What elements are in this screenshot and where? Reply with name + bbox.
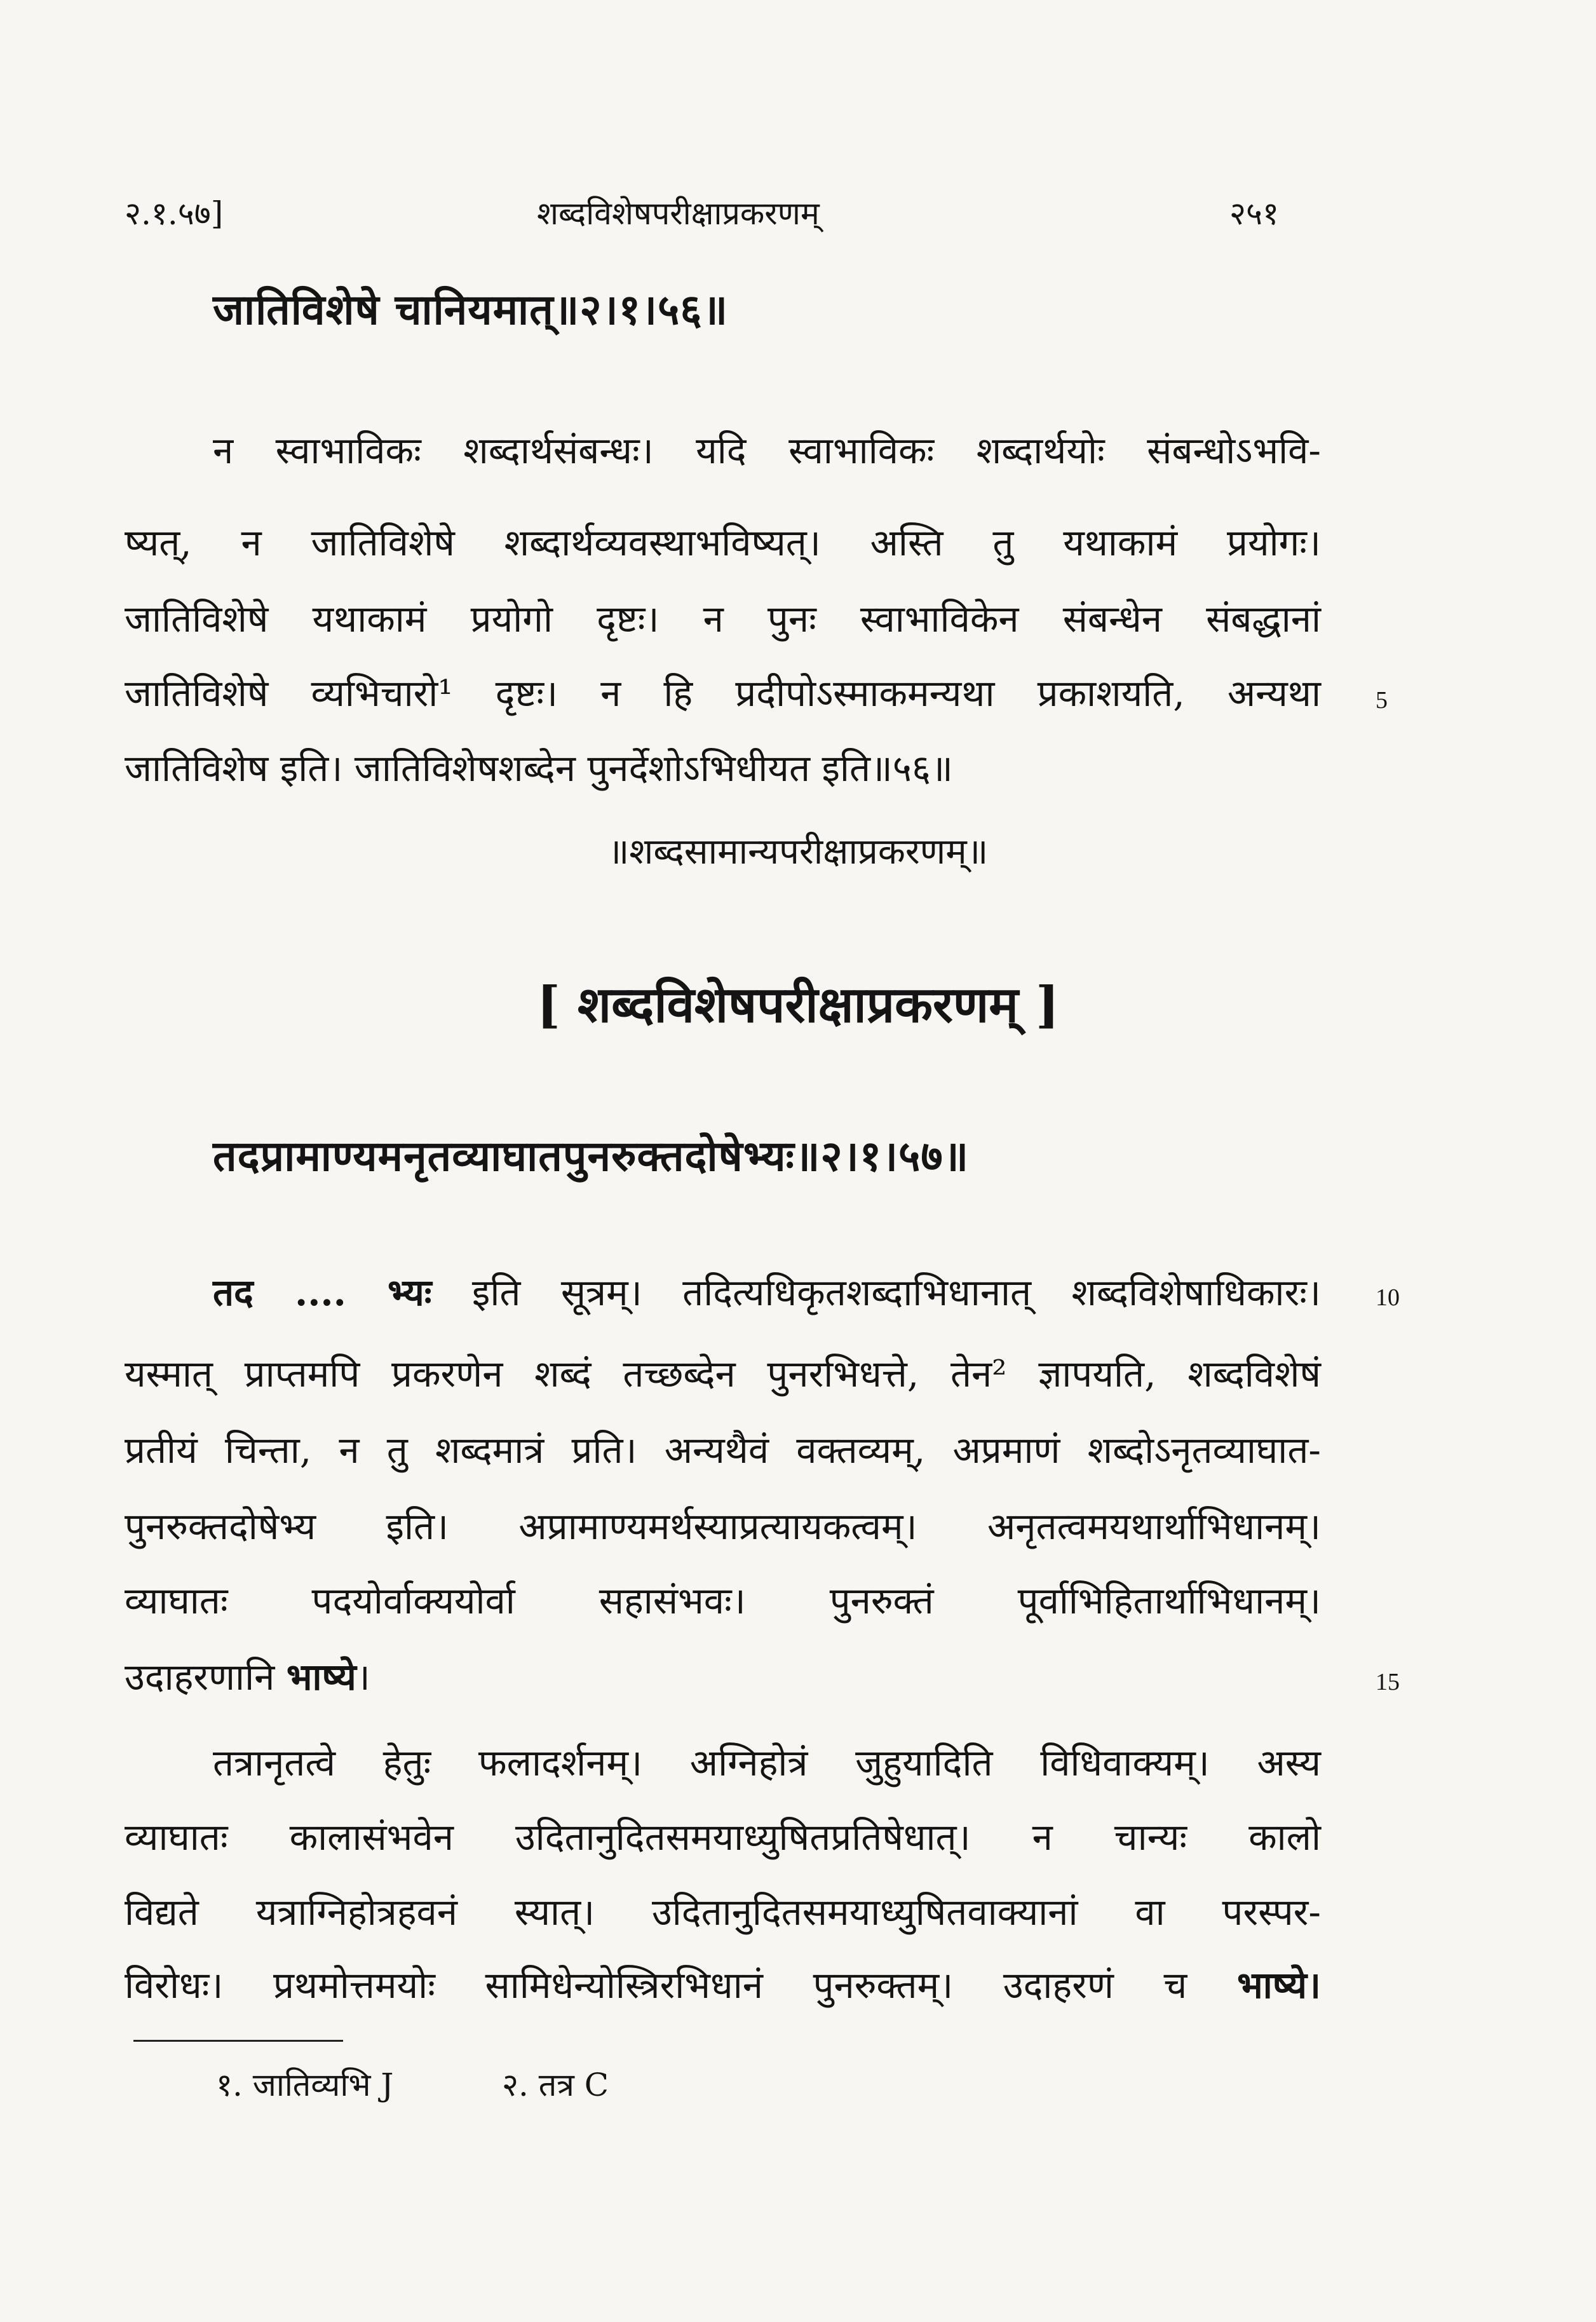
- footnote-2: २. तत्र C: [502, 2067, 609, 2103]
- commentary-line: पुनरुक्तदोषेभ्य इति। अप्रामाण्यमर्थस्याप्रत्यायकत्वम्। अनृतत्वमयथार्थाभिधानम्।: [125, 1505, 1321, 1548]
- commentary-line: व्याघातः पदयोर्वाक्ययोर्वा सहासंभवः। पुनरुक्तं पूर्वाभिहितार्थाभिधानम्।: [125, 1579, 1321, 1622]
- commentary-line: प्रतीयं चिन्ता, न तु शब्दमात्रं प्रति। अन्यथैवं वक्तव्यम्, अप्रमाणं शब्दोऽनृतव्याघात-: [125, 1429, 1321, 1472]
- line-number: 15: [1376, 1669, 1400, 1695]
- commentary-line: व्याघातः कालासंभवेन उदितानुदितसमयाध्युषितप्रतिषेधात्। न चान्यः कालो: [125, 1816, 1321, 1859]
- bhashya-ref: भाष्ये: [286, 1655, 356, 1699]
- commentary-line: जातिविशेष इति। जातिविशेषशब्देन पुनर्देशोऽभिधीयत इति॥५६॥: [125, 747, 953, 790]
- sutra-heading-57: तदप्रामाण्यमनृतव्याघातपुनरुक्तदोषेभ्यः॥२।१।५७॥: [213, 1131, 970, 1181]
- section-end-marker: ॥शब्दसामान्यपरीक्षाप्रकरणम्॥: [607, 831, 989, 872]
- sutra-pratika: तद .... भ्यः: [213, 1271, 432, 1314]
- running-header-section-ref: २.१.५७]: [125, 195, 224, 232]
- running-header-title: शब्दविशेषपरीक्षाप्रकरणम्: [537, 195, 820, 232]
- footnote-1: १. जातिव्यभि J: [216, 2067, 394, 2103]
- commentary-line: तत्रानृतत्वे हेतुः फलादर्शनम्। अग्निहोत्रं जुहुयादिति विधिवाक्यम्। अस्य: [213, 1741, 1321, 1784]
- commentary-line: विद्यते यत्राग्निहोत्रहवनं स्यात्। उदितानुदितसमयाध्युषितवाक्यानां वा परस्पर-: [125, 1891, 1321, 1934]
- commentary-line: तद .... भ्यः इति सूत्रम्। तदित्यधिकृतशब्दाभिधानात् शब्दविशेषाधिकारः।: [213, 1271, 1322, 1314]
- line-number: 5: [1376, 687, 1388, 714]
- commentary-line: जातिविशेषे व्यभिचारो¹ दृष्टः। न हि प्रदीपोऽस्माकमन्यथा प्रकाशयति, अन्यथा: [125, 672, 1321, 715]
- commentary-line: यस्मात् प्राप्तमपि प्रकरणेन शब्दं तच्छब्देन पुनरभिधत्ते, तेन² ज्ञापयति, शब्दविशेषं: [125, 1352, 1321, 1395]
- footnote-rule: [133, 2040, 343, 2042]
- commentary-line: जातिविशेषे यथाकामं प्रयोगो दृष्टः। न पुनः स्वाभाविकेन संबन्धेन संबद्धानां: [125, 597, 1321, 641]
- bhashya-ref: भाष्ये।: [1236, 1964, 1321, 2007]
- section-title: [ शब्दविशेषपरीक्षाप्रकरणम् ]: [536, 976, 1059, 1034]
- commentary-line: न स्वाभाविकः शब्दार्थसंबन्धः। यदि स्वाभाविकः शब्दार्थयोः संबन्धोऽभवि-: [213, 429, 1321, 472]
- commentary-line: ष्यत्, न जातिविशेषे शब्दार्थव्यवस्थाभविष्यत्। अस्ति तु यथाकामं प्रयोगः।: [125, 521, 1321, 564]
- page-number: २५१: [1229, 195, 1279, 232]
- sutra-heading-56: जातिविशेषे चानियमात्॥२।१।५६॥: [213, 285, 729, 334]
- commentary-line: विरोधः। प्रथमोत्तमयोः सामिधेन्योस्त्रिरभिधानं पुनरुक्तम्। उदाहरणं च भाष्ये।: [125, 1964, 1321, 2007]
- commentary-line: उदाहरणानि भाष्ये।: [125, 1655, 370, 1699]
- line-number: 10: [1376, 1284, 1400, 1311]
